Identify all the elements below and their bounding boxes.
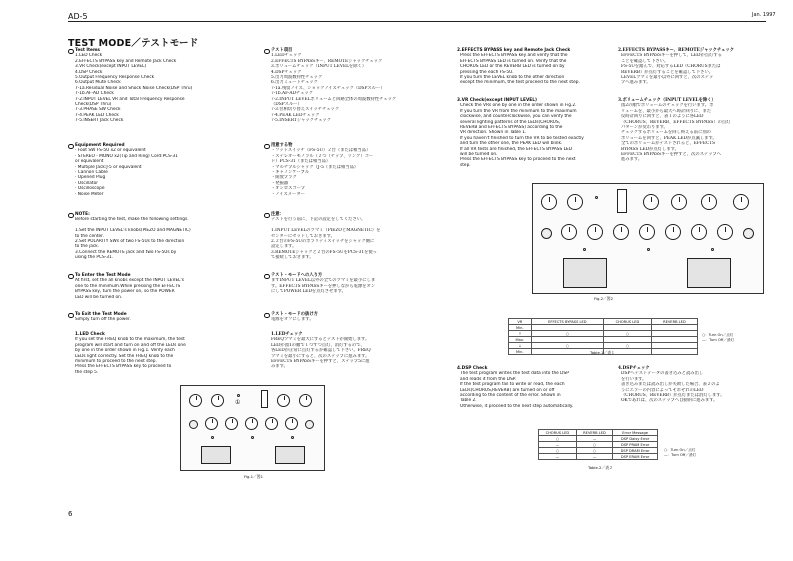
vr-jack-2 [743,228,754,239]
text-line: チェックするボリュームを回し終える前に別の [621,130,711,136]
bypass-led [291,436,294,439]
text-line: · Opened Plug [75,175,106,181]
enter-test-mode-heading: To Enter the Test Mode [68,273,258,278]
header-rule [68,21,766,22]
text-line: ・フットスイッチ（FS-5U）２台（または相当品） [271,148,371,154]
jp-test-items-section [264,48,449,124]
table-cell: ○ [576,448,612,454]
input-slot [261,390,268,408]
jp-note-heading: 注意： [264,212,449,217]
text-line: 2.Set POLARITY SWs of two FS-5Us to the direction [75,239,185,245]
text-line: Table 2. [460,398,477,404]
led-check-section [68,332,258,375]
table-1-header-chorus: CHORUS LED [604,319,652,325]
text-line: EFFECTS BYPASSキーを押すと、次のステップへ [621,152,722,158]
table-1-legend-on: ○：Turn On／点灯 [702,333,734,337]
knob-3 [277,394,290,407]
text-line: 7-3.PHASE SW Check [75,107,121,113]
vr-knob-10 [639,224,655,240]
knob-2 [211,394,224,407]
text-line: ツマミを最小にすると、次のステップに進みます。 [271,353,370,359]
text-line: pressing the each FS-5U. [460,69,514,75]
note-heading: NOTE: [68,212,258,217]
vr-led-1 [595,196,598,199]
text-line: The test program writes the test data into the DSP [460,371,569,377]
jp-exit-test-mode-heading: テスト・モードの抜け方 [264,312,449,317]
table-1-header-bypass: EFFECTS BYPASS LED [531,319,603,325]
jp-led-check-text [264,337,449,369]
text-line: LED will be turned on. [75,294,123,300]
exit-test-mode-section [68,312,258,323]
note-list [68,217,258,260]
text-line: （CHORUS、REVERB）が点灯または消灯します。 [621,393,725,399]
text-line: ことを確認して下さい。 [621,58,669,64]
text-line: CHORUS LED or the REVERB LED is turned on by [460,64,565,70]
vr-footswitch-left [563,258,607,288]
text-line: 1.Set the INPUT LEVEL's knobs(PIEZO and MAGNETIC) [75,228,191,234]
page-title: TEST MODE／テストモード [68,38,199,49]
text-line: 7-1b.AF-AD Check [75,91,114,97]
text-line: 3.Connect the REMOTE jack and two FS-5Us by [75,249,177,255]
text-line: パターンが変わります。 [621,125,668,131]
text-line: 全てのボリュームがテストされると、EFFECTS [621,141,716,147]
text-line: 2.EFFECTS BYPASSキー、REMOTEジャックチェック [271,58,383,64]
text-line: using the PCS-31. [75,255,114,261]
table-cell: — [539,442,577,448]
text-line: · Foot SW FS-5U x2 or equivalent [75,148,146,154]
knob-1 [189,394,202,407]
text-line: 4.DSPチェック [271,69,302,75]
text-line: を行います。 [621,376,647,382]
text-line: ・キャノンケーブル [271,170,310,176]
table-cell: ○ [531,343,603,349]
text-line: Press the EFFECTS BYPASS key to proceed to [75,364,172,370]
table-2-row [539,454,658,460]
text-line: テストを行う前に、下記の設定をしてください。 [271,217,366,223]
table-1-header-reverb: REVERB LED [651,319,697,325]
text-line: 7-3.位相切り替えスイッチチェック [271,107,340,113]
bypass-check-text [457,53,607,85]
text-line: LEDs light correctly. Set the FREQ knob to the [75,353,174,359]
text-line: 6.Output Mute Check [75,80,121,86]
text-line: If you haven't finished to turn the VR to be tested exactly [460,135,584,141]
vr-led-3 [647,248,650,251]
foot-switch-pad [275,446,305,464]
text-line: ボリュームを回すと、PEAK LEDが点滅します。 [621,135,717,141]
enter-test-mode-section [68,273,258,300]
jp-bypass-check-heading: 2.EFFECTS BYPASSキー、REMOTEジャックチェック [618,48,735,53]
text-line: ・開放プラグ [271,175,297,181]
vr-footswitch-right [687,258,731,288]
bypass-check-section [457,48,607,86]
jp-equipment-section [264,143,449,197]
text-line: clockwise, and counterclockwise, you can verify the [460,114,572,120]
text-line: Check(DSP Thru) [75,102,112,108]
jp-enter-test-mode-section [264,273,449,295]
jp-note-section [264,212,449,261]
text-line: て接続しておきます。 [271,255,314,261]
equipment-section [68,143,258,197]
text-line: FS-5Uを踏んで、対応するLED（CHORUSまたは [621,64,721,70]
vr-slot [617,189,627,213]
table-cell: Max. [509,337,532,343]
jp-equipment-heading: 用意する物 [264,143,449,148]
text-line: At first, set the all knobs except the INPUT LEVEL's [75,278,184,284]
vr-check-text [457,103,607,168]
text-line: BYPASS key, turn the power on, so the POWER [75,289,175,295]
dsp-check-heading: 4.DSP Check [457,366,488,371]
text-line: す。EFFECTS BYPASSキーを押しながら電源をオン [271,283,376,289]
vr-knob-5 [701,194,717,210]
text-line: Press the EFFECTS BYPASS key to proceed to the next [460,157,576,163]
power-led [237,394,240,397]
jp-vr-check-text [618,103,768,162]
text-line: LEVELツマミを最小以外に回すと、次のステッ [621,75,714,81]
vr-knob-9 [613,224,629,240]
text-line: · Cannon Cable [75,170,108,176]
table-cell: ○ [539,436,577,442]
jp-vr-check-section [618,98,768,163]
vr-knob-13 [717,224,733,240]
text-line: 5.出力周波数特性チェック [271,75,323,81]
jp-led-check-section [264,332,449,370]
text-line: and turn the other one, the PEAK LED will blink. [460,141,563,147]
text-line: minimum to proceed to the next step. [75,359,157,365]
text-line: according to the content of the error. Shown in [460,393,561,399]
jack-1 [189,420,198,429]
text-line: LEDs(CHORUS,REVERB) are turned on or off [460,387,555,393]
effects-bypass-key [201,446,231,464]
jp-test-items-heading: テスト項目 [264,48,449,53]
table-cell: Min. [509,325,532,331]
text-line: 1.LEDチェック [271,53,302,59]
text-line: · Multiple Jack:J-5 or equivalent [75,164,142,170]
text-line: If you turn the LEVEL knob to the other direction [460,75,565,81]
jack-2 [305,420,314,429]
table-cell: ○ [531,331,603,337]
text-line: Before starting the test, make the following settings. [75,217,189,223]
text-line: · Oscilloscope [75,186,105,192]
table-2-header-reverb: REVERB LED [576,430,612,436]
table-cell: DSP ERAM Error [613,454,658,460]
text-line: BYPASS LEDが点灯します。 [621,146,679,152]
equipment-list [68,148,258,197]
table-cell: ↓ [509,343,532,349]
text-line: 1.LED Check [75,53,103,59]
text-line: step. [460,162,471,168]
bypass-check-heading: 2.EFFECTS BYPASS key and Remote Jack Check [457,48,571,53]
text-line: OKであれば、次のステップへ自動的に進みます。 [621,398,718,404]
vr-knob-6 [733,194,749,210]
text-line: 図2の順でボリュームのチェックを行います。ボ [621,103,714,109]
text-line: にしてPOWER LEDを点灯させます。 [271,289,346,295]
table-2-header-chorus: CHORUS LED [539,430,577,436]
text-line: VR direction. Shown in Table 1. [460,130,527,136]
text-line: 7-4.PEAK LEDチェック [271,112,320,118]
led-order-marker: ① [235,399,241,406]
text-line: FREQツマミを最大にするとテストが開始します。 [271,337,370,343]
jp-vr-check-heading: 3.ボリュームチェック（INPUT LEVELを除く） [618,98,716,103]
table-1-header-vr: VR [509,319,532,325]
table-cell: ○ [539,448,577,454]
test-items-list [68,53,258,123]
text-line: 1.INPUT LEVELのツマミ（PIEZOとMAGNETIC）を [271,228,381,234]
text-line: 7-5.INSERT Jack Check [75,118,124,124]
table-2-caption: Table.2／表２ [588,465,613,470]
text-line: 2.EFFECTS BYPASS key and Remote Jack Check [75,58,177,64]
vr-knob-2 [567,194,583,210]
text-line: one to the minimum.While pressing the EFFECTS [75,283,181,289]
jp-led-check-heading: 1.LEDチェック [271,332,303,337]
text-line: 7-1a.残留ノイズ、ショックノイズチェック（DSPスルー） [271,85,385,91]
text-line: 7-1a.Residual Noise and Shock Noise Check(DSP Thru) [75,85,193,91]
text-line: Check the VRs one by one in the order shown in Fig.2. [460,103,577,109]
reverb-led [251,436,254,439]
figure-1-front-panel [180,385,325,471]
table-cell: DSP Daisy Error [613,436,658,442]
knob-5 [205,417,218,430]
table-cell: ○ [604,343,652,349]
text-line: みます。 [271,364,288,370]
text-line: several lighting patterns of the LEDs(CHORUS, [460,119,561,125]
table-cell: — [576,436,612,442]
text-line: EFFECTS BYPASSキーを押して、LEDが点灯する [621,53,722,59]
jp-dsp-check-section [618,366,768,404]
jp-exit-test-mode-section [264,312,449,323]
text-line: ・マルチプルジャック（J-5（または相当品） [271,164,359,170]
vr-knob-8 [587,224,603,240]
text-line: If the test program fail to write or read, the each [460,382,565,388]
text-line: program will start and turn on and off the LEDs one [75,342,186,348]
model-name: AD-5 [68,12,88,21]
table-1-legend-off: —：Turn Off／消灯 [702,337,735,342]
vr-jack-1 [541,228,552,239]
vr-knob-11 [665,224,681,240]
table-cell: — [576,454,612,460]
text-line: EFFECTS BYPASSキーを押すと、ステップ5に進 [271,359,370,365]
jp-equipment-list [264,148,449,197]
table-2-dsp-errors [538,429,658,460]
text-line: · Noise Meter [75,191,104,197]
chorus-led [211,436,214,439]
table-cell: — [539,454,577,460]
table-2-header-error: Error Message [613,430,658,436]
text-line: 3.REMOTEジャックと２台のFS-5UをPCS-31を使っ [271,249,377,255]
equipment-heading: Equipment Required [68,143,258,148]
document-date: Jan. 1997 [752,12,776,18]
text-line: except the minimum, the test proceed to the next step. [460,80,580,86]
jp-bypass-check-text [618,53,768,85]
text-line: to the jack. [75,244,100,250]
text-line: Press the EFFECTS BYPASS key and verify that the [460,53,568,59]
text-line: うにエラーの内容によってそれぞれのLED [621,387,704,393]
vr-knob-7 [561,224,577,240]
text-line: センターにセットしておきます。 [271,233,335,239]
table-2-legend-off: —：Turn Off／消灯 [664,452,697,457]
text-line: まずINPUT LEVEL以外の全てのツマミを最小にしま [271,278,376,284]
figure-2-caption: Fig.2／図2 [594,296,614,301]
led-check-heading: 1.LED Check [75,332,105,337]
text-line: 各LEDが正常に点灯するか確認して下さい。FREQ [271,348,371,354]
text-line: 5.Output Frequency Response Check [75,75,155,81]
knob-6 [225,417,238,430]
knob-8 [265,417,278,430]
text-line: ・ステレオーモノラル（２つ（チップ、リング）コー [271,153,374,159]
knob-9 [285,417,298,430]
text-line: （CHORUS、REVERB、EFFECTS BYPASS）の点灯 [621,119,731,125]
text-line: 書き込みまたは読み出しが失敗した場合、表２のよ [621,382,720,388]
text-line: · STEREO - MONO x2(Tip and Ring) Cord:PCS-31 [75,153,178,159]
jp-enter-test-mode-heading: テスト・モードへの入り方 [264,273,449,278]
table-cell: DSP PRAM Error [613,442,658,448]
text-line: If you set the FREQ knob to the maximum, the test [75,337,185,343]
table-cell: ○ [576,442,612,448]
text-line: 電源をオフにします。 [271,317,314,323]
vr-check-heading: 3.VR Check(except INPUT LEVEL) [457,98,537,103]
text-line: the step 5. [75,369,99,375]
exit-test-mode-heading: To Exit the Test Mode [68,312,258,317]
text-line: DSPへテストデータの書き込みと読み出し [621,371,704,377]
text-line: ド）PCS-31（または相当品） [271,159,331,165]
text-line: （DSPスルー） [271,102,302,108]
text-line: to the center. [75,233,104,239]
text-line: ・ノイズメーター [271,191,305,197]
text-line: and reads it from the DSP. [460,376,517,382]
text-line: REVERB）が点灯することを確認して下さい。 [621,69,714,75]
vr-led-4 [711,248,714,251]
text-line: EFFECTS BYPASS LED is turned on. Verify that the [460,58,567,64]
text-line: 設定します。 [271,244,297,250]
text-line: or equivalent [75,159,104,165]
text-line: If you turn the VR from the minimum to the maximum [460,108,577,114]
vr-check-section [457,98,607,168]
figure-2-vr-layout [532,183,764,294]
text-line: will be turned on. [460,152,498,158]
jp-note-list [264,217,449,260]
vr-knob-12 [691,224,707,240]
text-line: by one in the order shown in Fig.1. Verify each [75,348,175,354]
table-cell [651,349,697,355]
knob-4 [299,394,312,407]
dsp-check-text [457,371,607,409]
jp-test-items-list [264,53,449,123]
figure-1-caption: Fig.1／図1 [244,474,264,479]
led-check-text [68,337,258,375]
vr-knob-3 [643,194,659,210]
note-section [68,212,258,261]
jp-dsp-check-text [618,371,768,403]
text-line: 2.２台のFS-5Uのポラリティスイッチをジャック側に [271,239,375,245]
text-line: 3.ボリュームチェック（INPUT LEVELを除く） [271,64,367,70]
table-cell: ↑ [509,331,532,337]
text-line: · Oscillator [75,180,99,186]
jp-exit-test-mode-text [264,317,449,322]
text-line: リュームを、最小から最大へ時計回りに、また [621,108,712,114]
vr-knob-4 [671,194,687,210]
text-line: 3.VR Check(except INPUT LEVEL) [75,64,147,70]
text-line: 7-4.PEAK LED Check [75,112,119,118]
jp-enter-test-mode-text [264,278,449,294]
text-line: 7-2.INPUT LEVEL VR and Total Frequency Response [75,96,185,102]
text-line: 7-1b.AF-ADチェック [271,91,313,97]
table-cell: Min. [509,349,532,355]
test-items-heading: Test Items [68,48,258,53]
text-line: ・オシロスコープ [271,186,306,192]
table-2-legend-on: ○：Turn On／点灯 [664,448,696,452]
jp-dsp-check-heading: 4.DSPチェック [618,366,650,371]
text-line: Otherwise, it proceed to the next step automatically. [460,403,574,409]
table-cell: DSP DRAM Error [613,448,658,454]
table-2-legend [664,448,696,457]
text-line: 7-5.INSERTジャックチェック [271,118,332,124]
text-line: If all VR tests are finished, the EFFECTS BYPASS LED [460,146,573,152]
vr-knob-1 [541,194,557,210]
text-line: 進みます。 [621,157,643,163]
page-number: 6 [68,510,73,518]
enter-test-mode-text [68,278,258,300]
table-1-caption: Table.1／表１ [590,350,615,355]
text-line: REVERB and EFFECTS BYPASS) according to the [460,125,563,131]
table-cell: ○ [604,331,652,337]
text-line: プへ進みます。 [621,80,651,86]
dsp-check-section [457,366,607,409]
vr-led-2 [583,248,586,251]
text-line: ・発振器 [271,180,289,186]
table-1-legend [702,333,734,342]
test-items-section [68,48,258,124]
text-line: 7-2.INPUT LEVELボリュームと回路全体の周波数特性チェック [271,96,397,102]
exit-test-mode-text [68,317,258,322]
text-line: 反時計回りに回すと、表１のように各LED [621,114,704,120]
text-line: 4.DSP Check [75,69,103,75]
knob-7 [245,417,258,430]
text-line: 6.出力ミュートチェック [271,80,318,86]
text-line: Simply turn off the power. [75,317,131,323]
text-line: LEDが図1の順で１つずつ点灯、消灯するので、 [271,342,365,348]
jp-bypass-check-section [618,48,768,86]
